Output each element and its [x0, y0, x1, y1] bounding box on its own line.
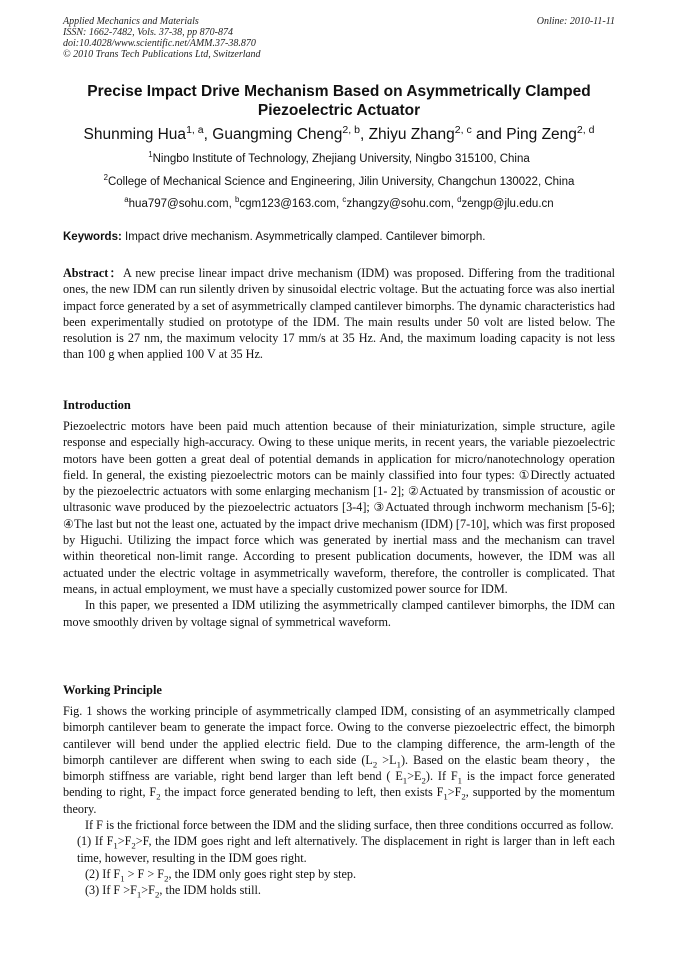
- abstract-label: Abstract：: [63, 266, 123, 280]
- text-run: , the IDM holds still.: [159, 883, 261, 898]
- subscript: 2: [154, 889, 160, 900]
- abstract-text: A new precise linear impact drive mechanism (IDM) was proposed. Differing from the traditional ones, the new IDM can run silently driven by sinusoidal electric voltage. But the actuating force was also inertial impact force generated by a set of asymmetrically clamped cantilever bimorphs. The dynamic characteristics had been experimentally studied on prototype of the IDM. The main results under 50 volt are listed below. The resolution is 27 nm, the maximum velocity 17 mm/s at 35 Hz. And, the maximum loading capacity is not less than 100 g when applied 100 V at 35 Hz.: [63, 266, 615, 362]
- email-sup: d: [457, 195, 462, 205]
- author-name: Shunming Hua: [83, 126, 187, 143]
- subscript: 2: [164, 873, 169, 884]
- author-name: Zhiyu Zhang: [368, 126, 455, 143]
- subscript: 1: [136, 889, 142, 900]
- email-sup: b: [234, 195, 240, 205]
- author-sep: ,: [203, 126, 213, 143]
- text-run: ). Based on the elastic beam theory，the bimorph stiffness are variable, right bend larger than left bend ( E: [63, 752, 615, 784]
- text-run: >F: [117, 834, 132, 849]
- condition-item: [63, 833, 615, 866]
- affiliation-1: [63, 152, 615, 166]
- subscript: 1: [396, 759, 401, 770]
- title-line-1: Precise Impact Drive Mechanism Based on Asymmetrically Clamped: [87, 83, 591, 100]
- subscript: 1: [120, 873, 125, 884]
- journal-header: [63, 16, 261, 60]
- subscript: 2: [156, 791, 161, 802]
- email-link[interactable]: hua797@sohu.com: [128, 198, 229, 210]
- working-paragraph: [63, 703, 615, 817]
- email-sep: ,: [336, 198, 343, 210]
- email-sup: c: [342, 195, 347, 205]
- email-link[interactable]: zengp@jlu.edu.cn: [461, 198, 554, 210]
- subscript: 2: [372, 759, 378, 770]
- text-run: ). If F: [425, 769, 458, 784]
- paper-title: [63, 82, 615, 120]
- author-sep: and: [471, 126, 507, 143]
- author-sup: 1, a: [186, 123, 204, 136]
- affiliation-sup: 1: [148, 150, 153, 160]
- text-run: , the IDM only goes right step by step.: [168, 866, 357, 881]
- intro-paragraph: In this paper, we presented a IDM utilizing the asymmetrically clamped cantilever bimorphs, the IDM can move smoothly driven by voltage signal of symmetrical waveform.: [63, 598, 615, 629]
- text-run: (3) If F >F: [85, 883, 137, 898]
- subscript: 1: [443, 791, 448, 802]
- author-sep: ,: [359, 126, 369, 143]
- author-sup: 2, d: [576, 123, 595, 136]
- text-run: Fig. 1 shows the working principle of asymmetrically clamped IDM, consisting of an asymmetrically clamped bimorph cantilever beam to generate the impact force. Owing to the converse piezoelectric effect, the bimorph cantilever will bend under the applied electric field. Due to the clamping difference, the arm-length of the bimorph cantilever are different when swing to each side (L: [63, 704, 615, 767]
- affiliation-text: College of Mechanical Science and Engineering, Jilin University, Changchun 130022, China: [107, 176, 575, 188]
- affiliation-sup: 2: [103, 173, 108, 183]
- text-run: the impact force generated bending to left, then exists F: [160, 785, 444, 800]
- condition-item: [63, 866, 615, 882]
- text-run: (2) If F: [85, 866, 121, 881]
- text-run: , supported by the momentum theory.: [63, 785, 615, 816]
- text-run: >L: [377, 752, 397, 767]
- journal-copyright: © 2010 Trans Tech Publications Ltd, Switzerland: [63, 49, 261, 60]
- keywords-text: Impact drive mechanism. Asymmetrically clamped. Cantilever bimorph.: [125, 231, 486, 243]
- journal-doi: doi:10.4028/www.scientific.net/AMM.37-38.870: [63, 38, 256, 49]
- subscript: 2: [461, 791, 466, 802]
- text-run: (1) If F: [77, 834, 114, 849]
- email-list: [63, 197, 615, 211]
- keywords-label: Keywords:: [63, 231, 125, 243]
- working-principle-body: [63, 703, 615, 899]
- condition-item: [63, 882, 615, 898]
- journal-issn: ISSN: 1662-7482, Vols. 37-38, pp 870-874: [63, 27, 233, 38]
- subscript: 2: [421, 775, 426, 786]
- subscript: 2: [131, 840, 136, 851]
- email-link[interactable]: cgm123@163.com: [239, 198, 337, 210]
- journal-name: Applied Mechanics and Materials: [63, 16, 199, 27]
- subscript: 1: [402, 775, 408, 786]
- email-sep: ,: [228, 198, 235, 210]
- section-heading-introduction: Introduction: [63, 398, 131, 412]
- section-heading-working-principle: Working Principle: [63, 683, 162, 697]
- intro-paragraph: Piezoelectric motors have been paid much attention because of their miniaturization, simple structure, agile response and especially high-accuracy. Owing to these unique merits, in recent years, the variable piezoelectric motors have been gotten a great deal of potential demands in application for micro/nanotechnology operation field. In general, the existing piezoelectric motors can be mainly classified into four types: ①Directly actuated by the piezoelectric actuators with some enlarging mechanism [1- 2]; ②Actuated by transmission of acoustic or ultrasonic wave produced by the piezoelectric actuators [3-4]; ③Actuated through inchworm mechanism [5-6]; ④The last but not the least one, actuated by the impact drive mechanism (IDM) [7-10], which was first proposed by Higuchi. Utilizing the impact force which was generated by inertial mass and the mechanism can travel within theoretical non-limit range. According to present publication documents, however, the IDM was all actuated under the electric voltage in asymmetrically waveform, therefore, the controller is complicated. That means, in actual employment, we must have a specially customized power source for IDM.: [63, 419, 615, 596]
- affiliation-2: [63, 175, 615, 189]
- email-sep: ,: [450, 198, 458, 210]
- author-name: Ping Zeng: [506, 126, 577, 143]
- text-run: >F: [447, 785, 462, 800]
- author-list: [63, 123, 615, 144]
- subscript: 1: [457, 775, 463, 786]
- author-name: Guangming Cheng: [212, 126, 343, 143]
- title-line-2: Piezoelectric Actuator: [257, 102, 421, 119]
- introduction-body: [63, 418, 615, 630]
- author-sup: 2, b: [342, 123, 360, 136]
- email-link[interactable]: zhangzy@sohu.com: [346, 198, 451, 210]
- text-run: >F: [141, 883, 155, 898]
- text-run: >E: [407, 769, 422, 784]
- working-paragraph: If F is the frictional force between the IDM and the sliding surface, then three conditions occurred as follow.: [85, 818, 614, 833]
- text-run: > F > F: [124, 866, 165, 881]
- online-date: Online: 2010-11-11: [536, 16, 615, 27]
- keywords: [63, 230, 615, 244]
- text-run: >F, the IDM goes right and left alternatively. The displacement in right is larger than in left each time, however, resulting in the IDM goes right.: [77, 834, 615, 865]
- author-sup: 2, c: [454, 123, 472, 136]
- subscript: 1: [113, 840, 118, 851]
- abstract: [63, 265, 615, 363]
- affiliation-text: Ningbo Institute of Technology, Zhejiang University, Ningbo 315100, China: [152, 153, 530, 165]
- email-sup: a: [124, 195, 129, 205]
- text-run: is the impact force generated bending to right, F: [63, 769, 615, 800]
